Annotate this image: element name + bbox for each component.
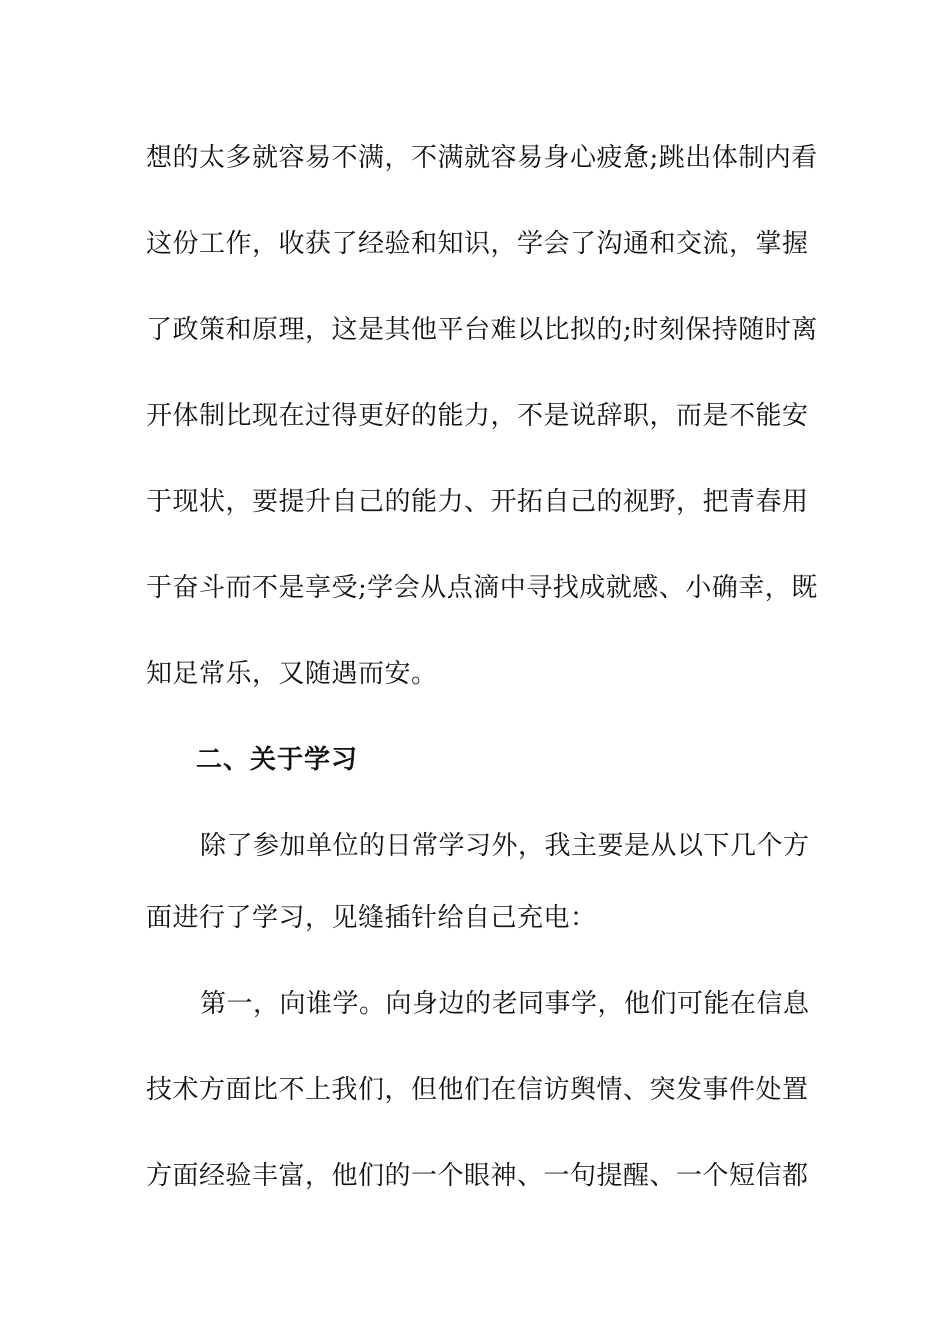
paragraph-line: 除了参加单位的日常学习外，我主要是从以下几个方 — [200, 831, 810, 861]
paragraph-line: 知足常乐，又随遇而安。 — [146, 659, 438, 689]
paragraph-line: 面进行了学习，见缝插针给自己充电： — [146, 903, 597, 933]
paragraph-line: 于现状，要提升自己的能力、开拓自己的视野，把青春用 — [146, 487, 809, 517]
paragraph-line: 开体制比现在过得更好的能力，不是说辞职，而是不能安 — [146, 401, 809, 431]
paragraph-line: 第一，向谁学。向身边的老同事学，他们可能在信息 — [200, 989, 810, 1019]
paragraph-line: 想的太多就容易不满，不满就容易身心疲惫;跳出体制内看 — [146, 143, 818, 173]
paragraph-line: 了政策和原理，这是其他平台难以比拟的;时刻保持随时离 — [146, 315, 818, 345]
paragraph-line: 于奋斗而不是享受;学会从点滴中寻找成就感、小确幸，既 — [146, 573, 818, 603]
paragraph-line: 技术方面比不上我们，但他们在信访舆情、突发事件处置 — [146, 1075, 809, 1105]
paragraph-line: 这份工作，收获了经验和知识，学会了沟通和交流，掌握 — [146, 229, 809, 259]
section-heading: 二、关于学习 — [196, 745, 359, 775]
paragraph-line: 方面经验丰富，他们的一个眼神、一句提醒、一个短信都 — [146, 1161, 809, 1191]
